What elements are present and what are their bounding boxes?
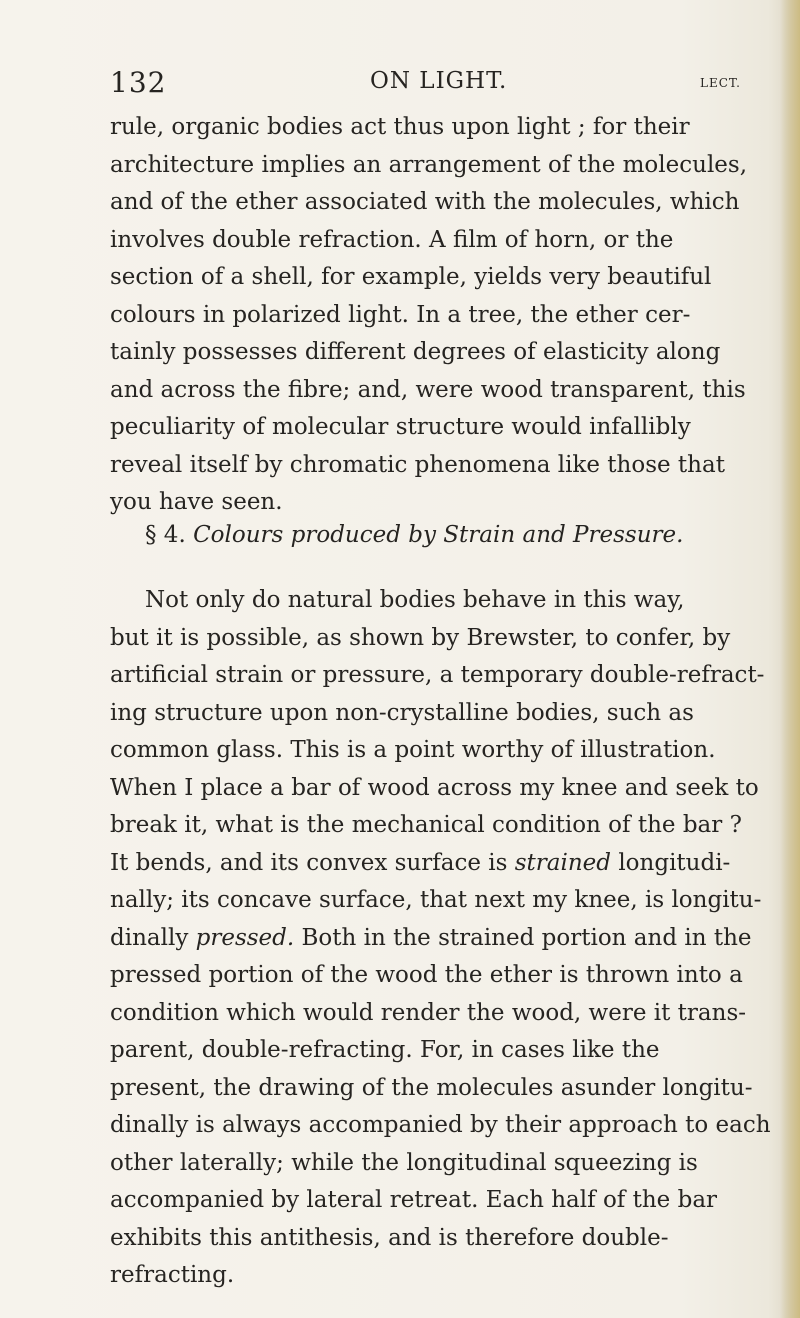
text-line: architecture implies an arrangement of the molecules, [110,151,748,178]
running-head: ON LIGHT. [370,68,508,94]
section-number: § 4. [145,522,186,548]
section-title: Colours produced by Strain and Pressure. [193,522,684,548]
page-number: 132 [110,66,167,99]
lecture-ref: LECT. [700,76,741,90]
text-line: reveal itself by chromatic phenomena like those that [110,451,725,478]
text-line: rule, organic bodies act thus upon light ; for their [110,114,690,140]
text-line: colours in polarized light. In a tree, the ether cer- [110,301,691,328]
text-line: condition which would render the wood, were it trans- [110,999,747,1026]
text-line: dinally is always accompanied by their approach to each [110,1112,771,1138]
text-line: exhibits this antithesis, and is therefore double- [110,1224,669,1251]
text-line: pressed portion of the wood the ether is thrown into a [110,962,743,988]
text-line: parent, double-refracting. For, in cases like the [110,1037,660,1063]
text-line: other laterally; while the longitudinal squeezing is [110,1149,698,1176]
text-line: When I place a bar of wood across my knee and seek to [110,774,759,801]
section-heading [145,522,683,548]
text-line: you have seen. [110,489,283,515]
text-run: It bends, and its convex surface is [110,849,515,876]
text-line: but it is possible, as shown by Brewster, to confer, by [110,624,731,651]
paragraph-1 [110,109,765,522]
text-line: nally; its concave surface, that next my knee, is longitu- [110,887,762,913]
text-line: common glass. This is a point worthy of illustration. [110,737,716,763]
paragraph-2 [110,582,771,1295]
text-run: longitudi- [611,849,731,876]
text-line: Not only do natural bodies behave in this way, [145,587,685,613]
text-line: involves double refraction. A film of horn, or the [110,226,674,253]
text-line: artificial strain or pressure, a temporary double-refract- [110,662,765,688]
text-line: and of the ether associated with the molecules, which [110,189,740,215]
text-line: section of a shell, for example, yields very beautiful [110,264,712,290]
page-header [0,66,800,106]
text-line: refracting. [110,1262,235,1288]
text-line: peculiarity of molecular structure would infallibly [110,414,691,440]
text-line: tainly possesses different degrees of elasticity along [110,339,721,365]
page-edge-shading [780,0,800,1318]
text-line: and across the fibre; and, were wood transparent, this [110,376,746,403]
text-line: present, the drawing of the molecules asunder longitu- [110,1074,753,1101]
text-run: dinally [110,924,196,951]
text-line [110,845,765,883]
emphasis-pressed: pressed. [195,924,295,951]
text-line [110,920,765,958]
emphasis-strained: strained [514,849,612,876]
text-line: break it, what is the mechanical condition of the bar ? [110,812,742,838]
text-line: ing structure upon non-crystalline bodies, such as [110,699,694,726]
text-line: accompanied by lateral retreat. Each half of the bar [110,1187,718,1213]
text-run: Both in the strained portion and in the [294,924,752,951]
